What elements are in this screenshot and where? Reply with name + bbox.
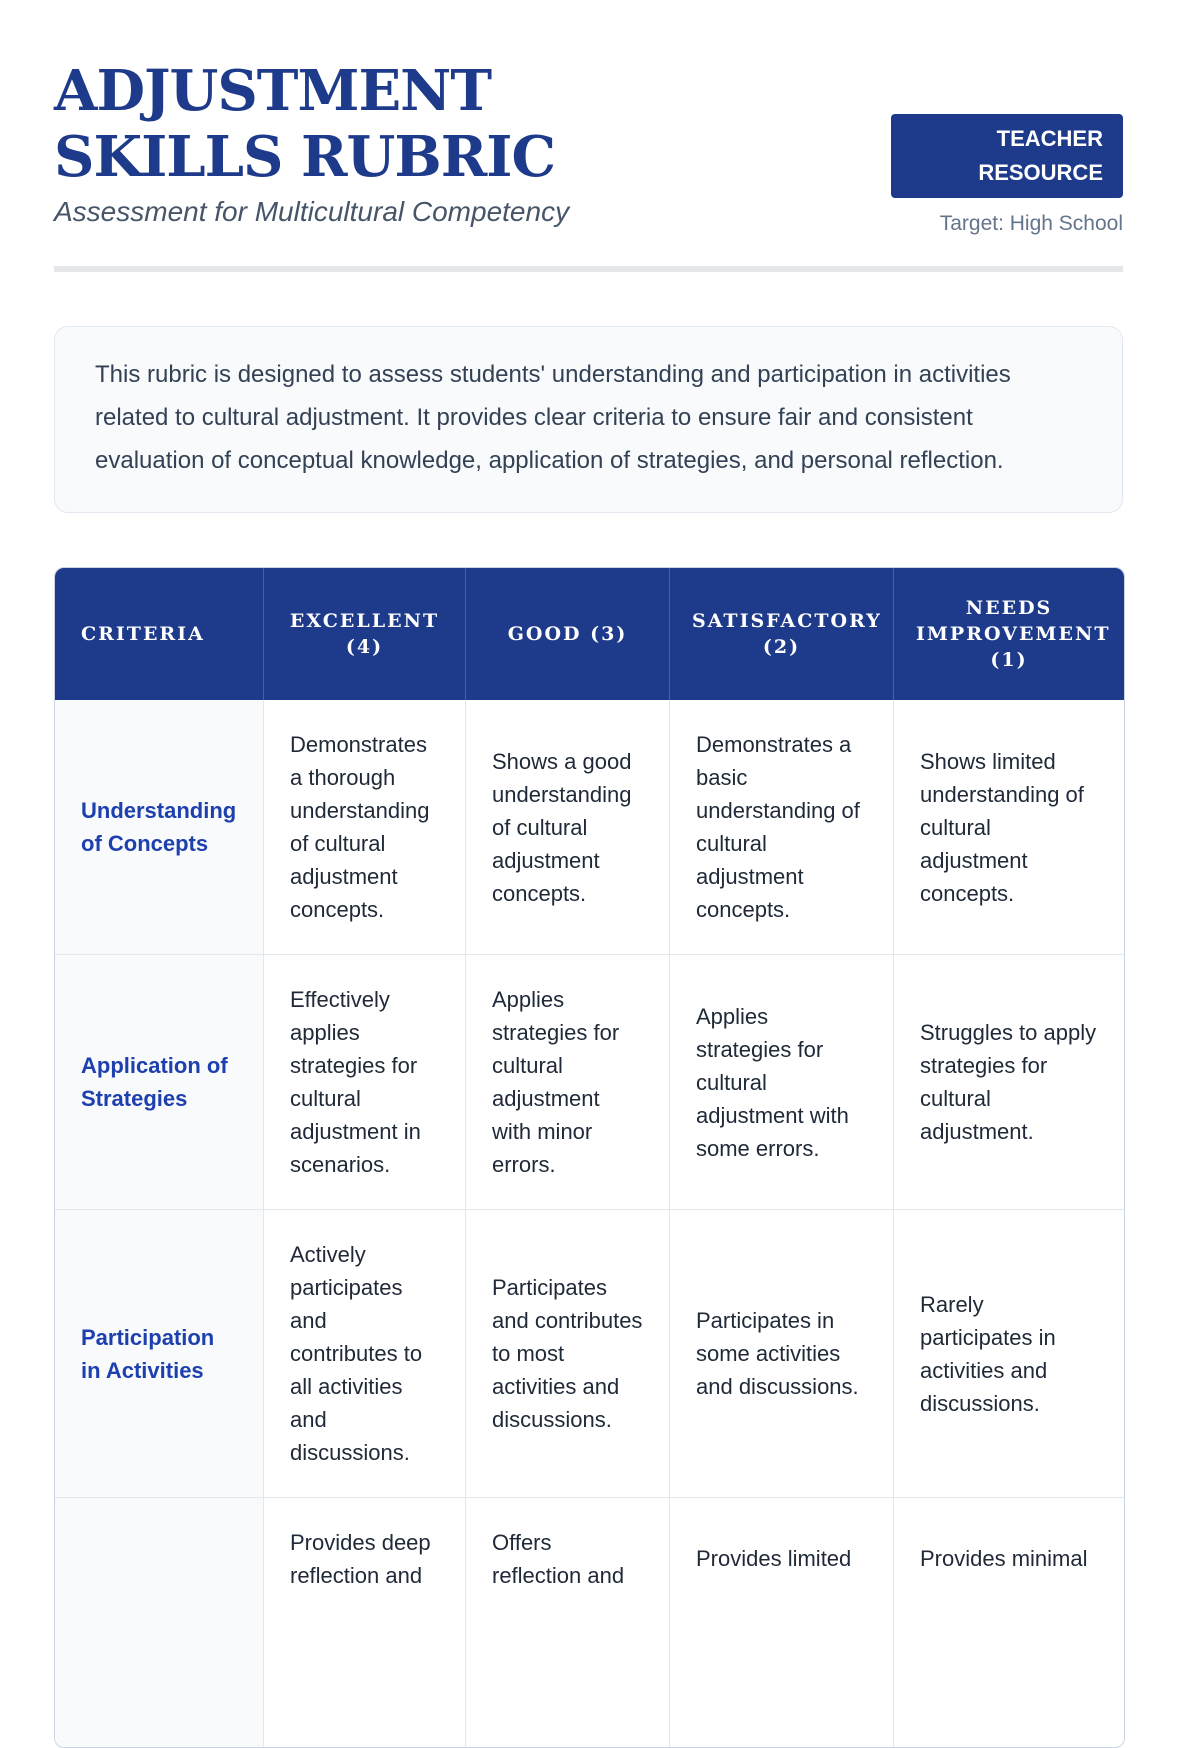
excellent-cell: Effectively applies strategies for cultural adjustment in scenarios. [263,954,465,1209]
header-right [891,58,1123,236]
header-needs-improvement: NEEDS IMPROVEMENT (1) [893,568,1124,700]
header-excellent: EXCELLENT (4) [263,568,465,700]
criteria-cell: Application of Strategies [55,954,263,1209]
criteria-cell: Participation in Activities [55,1209,263,1497]
header-good: GOOD (3) [465,568,669,700]
rubric-table [54,567,1125,1748]
excellent-cell: Provides deep reflection and [263,1497,465,1747]
satisfactory-cell: Provides limited [669,1497,893,1747]
satisfactory-cell: Applies strategies for cultural adjustment with some errors. [669,954,893,1209]
excellent-cell: Demonstrates a thorough understanding of cultural adjustment concepts. [263,700,465,954]
needs-improvement-cell: Provides minimal [893,1497,1124,1747]
criteria-cell [55,1497,263,1747]
table-row [55,954,1124,1209]
page-title: ADJUSTMENT SKILLS RUBRIC [54,58,556,190]
needs-improvement-cell: Shows limited understanding of cultural adjustment concepts. [893,700,1124,954]
header-satisfactory: SATISFACTORY (2) [669,568,893,700]
satisfactory-cell: Demonstrates a basic understanding of cultural adjustment concepts. [669,700,893,954]
teacher-resource-badge: TEACHER RESOURCE [891,114,1123,198]
good-cell: Applies strategies for cultural adjustment with minor errors. [465,954,669,1209]
header-left [54,58,714,228]
table-header-row [55,568,1124,700]
table-row [55,1497,1124,1747]
header-criteria: CRITERIA [55,568,263,700]
needs-improvement-cell: Struggles to apply strategies for cultural adjustment. [893,954,1124,1209]
intro-box: This rubric is designed to assess students' understanding and participation in activities related to cultural adjustment. It provides clear criteria to ensure fair and consistent evaluation of conceptual knowledge, application of strategies, and personal reflection. [54,326,1123,513]
good-cell: Shows a good understanding of cultural adjustment concepts. [465,700,669,954]
good-cell: Participates and contributes to most activities and discussions. [465,1209,669,1497]
criteria-cell: Understanding of Concepts [55,700,263,954]
header [54,0,1123,272]
table-row [55,1209,1124,1497]
good-cell: Offers reflection and [465,1497,669,1747]
table-row [55,700,1124,954]
satisfactory-cell: Participates in some activities and discussions. [669,1209,893,1497]
target-audience: Target: High School [939,212,1123,235]
page-subtitle: Assessment for Multicultural Competency [54,196,570,227]
excellent-cell: Actively participates and contributes to all activities and discussions. [263,1209,465,1497]
needs-improvement-cell: Rarely participates in activities and discussions. [893,1209,1124,1497]
